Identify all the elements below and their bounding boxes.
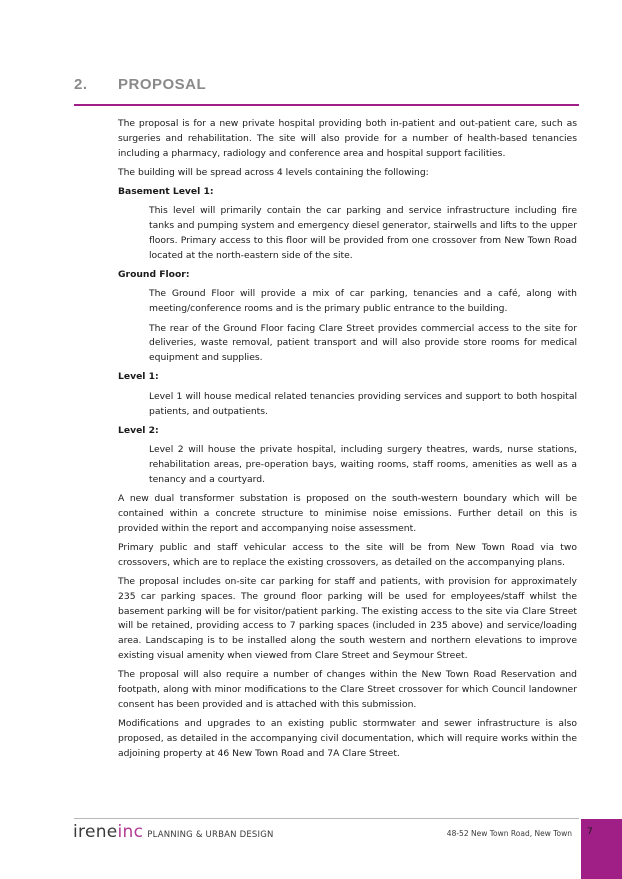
paragraph: Modifications and upgrades to an existing public stormwater and sewer infrastructure is also proposed, as detailed in the accompanying civil documentation, which will require works within the adjoining property at 46 New Town Road and 7A Clare Street.	[118, 718, 577, 759]
footer-brand-logo	[73, 822, 274, 842]
heading-rule	[74, 104, 579, 106]
brand-name-part2: inc	[117, 822, 144, 842]
paragraph: Level 1 will house medical related tenancies providing services and support to both hospital patients, and outpatients.	[149, 390, 577, 417]
paragraph: The proposal is for a new private hospital providing both in-patient and out-patient care, such as surgeries and rehabilitation. The site will also provide for a number of health-based tenancies including a pharmacy, radiology and conference area and hospital support facilities.	[118, 118, 577, 159]
subheading: Basement Level 1:	[118, 186, 214, 198]
paragraph: The Ground Floor will provide a mix of car parking, tenancies and a café, along with meeting/conference rooms and is the primary public entrance to the building.	[149, 288, 577, 315]
section-number: 2.	[74, 76, 88, 93]
page-number: 7	[587, 827, 593, 837]
paragraph: This level will primarily contain the car parking and service infrastructure including fire tanks and pumping system and emergency diesel generator, stairwells and lifts to the upper floors. Primary access to this floor will be provided from one crossover from New Town Road located at the north-eastern side of the site.	[149, 205, 577, 261]
page-number-box	[581, 819, 622, 879]
paragraph: Primary public and staff vehicular access to the site will be from New Town Road via two crossovers, which are to replace the existing crossovers, as detailed on the accompanying plans.	[118, 541, 577, 568]
subheading: Ground Floor:	[118, 269, 190, 281]
paragraph: Level 2 will house the private hospital, including surgery theatres, wards, nurse stations, rehabilitation areas, pre-operation bays, waiting rooms, staff rooms, amenities as well as a tenancy and a courtyard.	[149, 444, 577, 485]
brand-tagline: PLANNING & URBAN DESIGN	[147, 830, 274, 840]
paragraph: The proposal includes on-site car parking for staff and patients, with provision for approximately 235 car parking spaces. The ground floor parking will be used for employees/staff whilst the basement parking will be for visitor/patient parking. The existing access to the site via Clare Street will be retained, providing access to 7 parking spaces (included in 235 above) and service/loading area. Landscaping is to be installed along the south western and northern elevations to improve existing visual amenity when viewed from Clare Street and Seymour Street.	[118, 576, 577, 661]
subheading: Level 1:	[118, 371, 159, 383]
body-text	[118, 117, 577, 766]
paragraph: A new dual transformer substation is proposed on the south-western boundary which will be contained within a concrete structure to minimise noise emissions. Further detail on this is provided within the report and accompanying noise assessment.	[118, 493, 577, 534]
section-heading	[74, 76, 206, 93]
footer-rule	[74, 818, 579, 819]
paragraph: The proposal will also require a number of changes within the New Town Road Reservation and footpath, along with minor modifications to the Clare Street crossover for which Council landowner consent has been provided and is attached with this submission.	[118, 669, 577, 710]
paragraph: The rear of the Ground Floor facing Clare Street provides commercial access to the site for deliveries, waste removal, patient transport and will also provide store rooms for medical equipment and supplies.	[149, 322, 577, 364]
brand-name-part1: irene	[73, 822, 118, 842]
section-title: PROPOSAL	[118, 76, 207, 93]
subheading: Level 2:	[118, 424, 159, 436]
footer-site-address: 48-52 New Town Road, New Town	[446, 829, 572, 838]
paragraph: The building will be spread across 4 levels containing the following:	[118, 166, 429, 178]
